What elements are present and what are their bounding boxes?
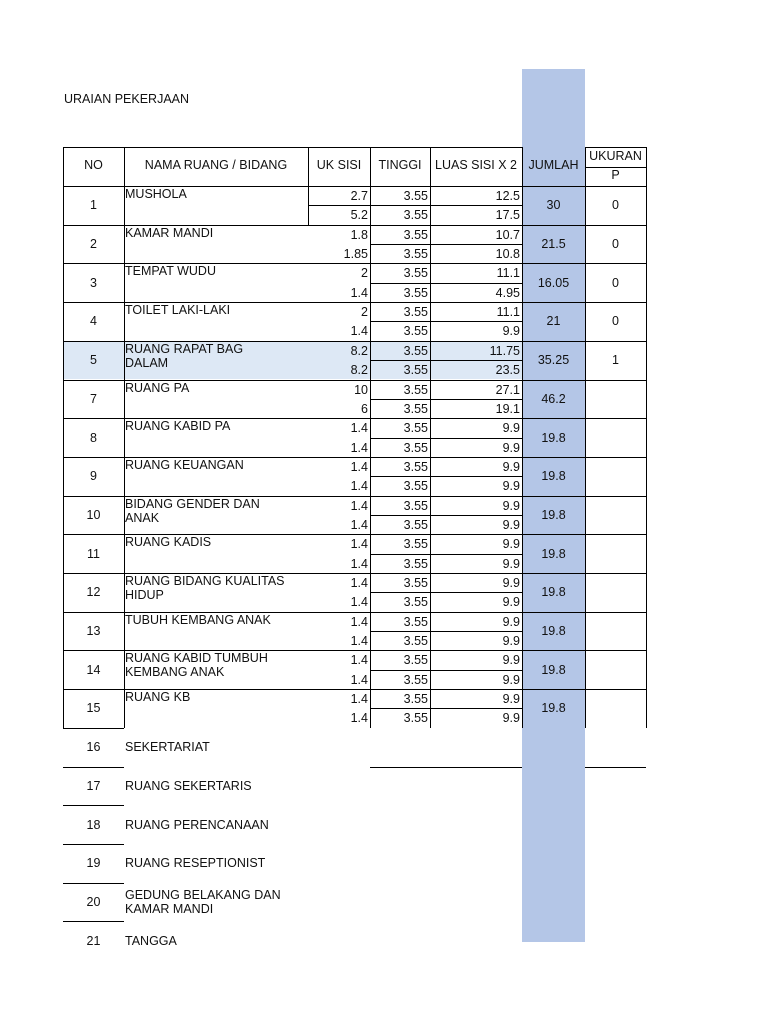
luas-value: 17.5: [495, 208, 520, 223]
tinggi-value: 3.55: [403, 517, 428, 532]
luas-value: 11.75: [489, 343, 520, 358]
table-bottom-border: [370, 767, 522, 768]
luas-value: 11.1: [496, 305, 520, 320]
header-column-divider: [63, 147, 64, 186]
ukuran-p-value: 0: [612, 198, 619, 213]
sub-row-divider: [370, 708, 522, 709]
row-number: 13: [86, 624, 101, 639]
column-divider: [63, 534, 64, 573]
column-divider: [370, 225, 371, 264]
row-divider: [63, 263, 646, 264]
column-divider: [430, 341, 431, 380]
header-top-border: [585, 147, 646, 148]
uk-sisi-value: 1.4: [350, 634, 368, 649]
column-divider: [124, 496, 125, 535]
sub-row-divider: [370, 515, 522, 516]
uk-sisi-value: 1.8: [350, 227, 368, 242]
tinggi-value: 3.55: [403, 711, 428, 726]
luas-value: 9.9: [502, 440, 520, 455]
row-number: 2: [90, 237, 97, 252]
column-divider: [522, 302, 523, 341]
ukuran-p-value: 0: [612, 314, 619, 329]
row-name: TANGGA: [125, 933, 177, 948]
sub-row-divider: [370, 321, 522, 322]
column-divider: [124, 689, 125, 728]
row-divider: [63, 186, 646, 187]
column-divider: [646, 418, 647, 457]
luas-value: 9.9: [502, 556, 520, 571]
luas-value: 27.1: [495, 382, 520, 397]
column-divider: [585, 380, 586, 419]
row-name: RUANG KABID PA: [125, 419, 231, 434]
row-name: RUANG RESEPTIONIST: [125, 856, 266, 871]
sub-row-divider: [308, 205, 370, 206]
tinggi-value: 3.55: [403, 576, 428, 590]
column-divider: [646, 534, 647, 573]
column-divider: [63, 341, 64, 380]
column-divider: [370, 186, 371, 225]
header-tinggi: TINGGI: [378, 158, 422, 172]
uk-sisi-value: 1.4: [350, 459, 368, 474]
row-divider: [63, 534, 646, 535]
column-divider: [63, 650, 64, 689]
uk-sisi-value: 1.4: [350, 537, 368, 552]
uk-sisi-value: 1.4: [350, 576, 368, 590]
sub-row-divider: [370, 438, 522, 439]
column-divider: [522, 534, 523, 573]
row-name: TUBUH KEMBANG ANAK: [125, 612, 271, 627]
luas-value: 23.5: [495, 363, 520, 378]
column-divider: [63, 380, 64, 419]
column-divider: [585, 496, 586, 535]
luas-value: 19.1: [495, 401, 520, 416]
jumlah-value: 46.2: [541, 391, 566, 406]
tinggi-value: 3.55: [403, 363, 428, 378]
column-divider: [430, 689, 431, 728]
column-divider: [63, 689, 64, 728]
column-divider: [430, 612, 431, 651]
uk-sisi-value: 1.4: [350, 614, 368, 629]
column-divider: [646, 496, 647, 535]
header-column-divider: [370, 147, 371, 186]
uk-sisi-value: 1.4: [350, 324, 368, 339]
sub-row-divider: [370, 631, 522, 632]
header-no: NO: [84, 158, 103, 172]
row-divider: [63, 844, 124, 845]
tinggi-value: 3.55: [403, 247, 428, 262]
row-name: RUANG BIDANG KUALITAS HIDUP: [125, 574, 285, 602]
luas-value: 11.1: [496, 266, 520, 281]
column-divider: [370, 650, 371, 689]
luas-value: 9.9: [502, 595, 520, 610]
column-divider: [585, 186, 586, 225]
column-divider: [522, 457, 523, 496]
luas-value: 10.7: [495, 227, 520, 242]
tinggi-value: 3.55: [403, 285, 428, 300]
jumlah-value: 19.8: [541, 469, 566, 484]
column-divider: [585, 573, 586, 612]
tinggi-value: 3.55: [403, 382, 428, 397]
row-name: KAMAR MANDI: [125, 225, 214, 240]
ukuran-p-value: 0: [612, 237, 619, 252]
row-number: 17: [86, 778, 101, 793]
column-divider: [522, 341, 523, 380]
column-divider: [585, 225, 586, 264]
sub-row-divider: [370, 592, 522, 593]
uk-sisi-value: 1.4: [350, 711, 368, 726]
column-divider: [124, 418, 125, 457]
column-divider: [124, 186, 125, 225]
uk-sisi-value: 1.4: [350, 595, 368, 610]
column-divider: [370, 263, 371, 302]
uk-sisi-value: 1.4: [350, 672, 368, 687]
header-top-border: [63, 147, 522, 148]
column-divider: [124, 573, 125, 612]
row-divider: [63, 612, 646, 613]
row-divider: [63, 921, 124, 922]
column-divider: [430, 225, 431, 264]
header-luas: LUAS SISI X 2: [435, 158, 517, 172]
column-divider: [370, 341, 371, 380]
column-divider: [124, 263, 125, 302]
uk-sisi-value: 5.2: [350, 208, 368, 223]
column-divider: [522, 418, 523, 457]
row-number: 8: [90, 430, 97, 445]
ukuran-p-value: 0: [612, 275, 619, 290]
luas-value: 9.9: [502, 653, 520, 668]
column-divider: [63, 225, 64, 264]
column-divider: [522, 496, 523, 535]
sub-row-divider: [370, 205, 522, 206]
column-divider: [63, 496, 64, 535]
column-divider: [585, 534, 586, 573]
jumlah-value: 19.8: [541, 701, 566, 716]
row-divider: [63, 728, 124, 729]
column-divider: [646, 341, 647, 380]
row-divider: [63, 380, 646, 381]
uk-sisi-value: 1.85: [343, 247, 368, 262]
tinggi-value: 3.55: [403, 421, 428, 436]
column-divider: [63, 418, 64, 457]
column-divider: [430, 573, 431, 612]
column-divider: [646, 225, 647, 264]
jumlah-value: 21.5: [541, 237, 566, 252]
jumlah-value: 30: [546, 198, 561, 213]
column-divider: [430, 457, 431, 496]
column-divider: [646, 380, 647, 419]
row-name: GEDUNG BELAKANG DAN KAMAR MANDI: [125, 887, 281, 916]
column-divider: [646, 689, 647, 728]
luas-value: 9.9: [502, 537, 520, 552]
header-uk-sisi: UK SISI: [316, 158, 362, 172]
column-divider: [646, 186, 647, 225]
column-divider: [430, 263, 431, 302]
column-divider: [63, 612, 64, 651]
header-column-divider: [308, 147, 309, 186]
uk-sisi-value: 2: [361, 305, 368, 320]
tinggi-value: 3.55: [403, 479, 428, 494]
row-name: RUANG KABID TUMBUH KEMBANG ANAK: [125, 651, 268, 680]
tinggi-value: 3.55: [403, 324, 428, 339]
sub-row-divider: [370, 283, 522, 284]
luas-value: 9.9: [502, 459, 520, 474]
tinggi-value: 3.55: [403, 459, 428, 474]
column-divider: [124, 225, 125, 264]
column-divider: [370, 689, 371, 728]
column-divider: [430, 186, 431, 225]
column-divider: [585, 457, 586, 496]
header-column-divider: [430, 147, 431, 186]
row-divider: [63, 573, 646, 574]
column-divider: [646, 573, 647, 612]
row-divider: [63, 225, 646, 226]
header-nama: NAMA RUANG / BIDANG: [144, 158, 288, 172]
header-subdivider: [585, 167, 646, 168]
row-number: 7: [90, 391, 97, 406]
row-divider: [63, 341, 646, 342]
uk-sisi-value: 1.4: [350, 479, 368, 494]
tinggi-value: 3.55: [403, 305, 428, 320]
row-number: 10: [86, 507, 101, 522]
luas-value: 9.9: [502, 517, 520, 532]
row-number: 16: [86, 740, 101, 755]
jumlah-value: 19.8: [541, 624, 566, 639]
column-divider: [124, 341, 125, 380]
row-divider: [63, 805, 124, 806]
column-divider: [430, 302, 431, 341]
row-divider: [63, 496, 646, 497]
row-name: RUANG RAPAT BAG DALAM: [125, 341, 244, 370]
column-divider: [585, 263, 586, 302]
column-divider: [124, 457, 125, 496]
column-divider: [646, 650, 647, 689]
jumlah-value: 19.8: [541, 507, 566, 522]
column-divider: [585, 689, 586, 728]
column-divider: [63, 573, 64, 612]
row-name: RUANG KADIS: [125, 535, 212, 550]
column-divider: [585, 341, 586, 380]
column-divider: [370, 534, 371, 573]
column-divider: [430, 380, 431, 419]
row-name: RUANG KEUANGAN: [125, 457, 244, 472]
column-divider: [370, 457, 371, 496]
column-divider: [646, 457, 647, 496]
row-divider: [63, 689, 646, 690]
row-name: RUANG PA: [125, 380, 190, 395]
column-divider: [585, 302, 586, 341]
column-divider: [63, 302, 64, 341]
tinggi-value: 3.55: [403, 189, 428, 203]
column-divider: [370, 418, 371, 457]
tinggi-value: 3.55: [403, 401, 428, 416]
column-divider: [63, 457, 64, 496]
row-number: 12: [86, 585, 101, 600]
column-divider: [585, 650, 586, 689]
column-divider: [585, 418, 586, 457]
header-ukuran: UKURAN: [589, 149, 642, 163]
tinggi-value: 3.55: [403, 208, 428, 223]
row-number: 11: [87, 546, 100, 561]
luas-value: 10.8: [495, 247, 520, 262]
row-name: RUANG PERENCANAAN: [125, 817, 269, 832]
tinggi-value: 3.55: [403, 556, 428, 571]
column-divider: [430, 534, 431, 573]
column-divider: [522, 650, 523, 689]
row-number: 18: [86, 817, 101, 832]
row-name: SEKERTARIAT: [125, 740, 210, 755]
sub-row-divider: [370, 670, 522, 671]
tinggi-value: 3.55: [403, 440, 428, 455]
luas-value: 9.9: [502, 614, 520, 629]
column-divider: [522, 186, 523, 225]
uk-sisi-value: 2.7: [350, 189, 368, 203]
row-number: 15: [86, 701, 101, 716]
column-divider: [308, 186, 309, 225]
jumlah-value: 21: [546, 314, 561, 329]
column-divider: [522, 573, 523, 612]
luas-value: 9.9: [502, 498, 520, 513]
column-divider: [124, 612, 125, 651]
luas-value: 9.9: [502, 421, 520, 436]
sub-row-divider: [370, 476, 522, 477]
column-divider: [370, 496, 371, 535]
row-divider: [63, 650, 646, 651]
column-divider: [646, 263, 647, 302]
column-divider: [124, 380, 125, 419]
row-divider: [63, 302, 646, 303]
row-number: 5: [90, 353, 97, 368]
column-divider: [370, 380, 371, 419]
header-p: P: [611, 168, 620, 182]
column-divider: [430, 418, 431, 457]
row-name: RUANG KB: [125, 690, 191, 705]
row-number: 20: [86, 894, 101, 909]
uk-sisi-value: 6: [361, 401, 368, 416]
uk-sisi-value: 1.4: [350, 556, 368, 571]
row-number: 9: [90, 469, 97, 484]
uk-sisi-value: 1.4: [350, 285, 368, 300]
luas-value: 9.9: [502, 711, 520, 726]
tinggi-value: 3.55: [403, 692, 428, 707]
table-bottom-border: [585, 767, 646, 768]
jumlah-value: 19.8: [541, 662, 566, 677]
sub-row-divider: [370, 360, 522, 361]
column-divider: [430, 650, 431, 689]
jumlah-value: 19.8: [541, 585, 566, 600]
uk-sisi-value: 1.4: [350, 692, 368, 707]
row-number: 21: [86, 933, 101, 948]
tinggi-value: 3.55: [403, 614, 428, 629]
uk-sisi-value: 8.2: [350, 343, 368, 358]
header-column-divider: [124, 147, 125, 186]
row-name: MUSHOLA: [125, 187, 187, 201]
column-divider: [430, 496, 431, 535]
tinggi-value: 3.55: [403, 227, 428, 242]
row-name: BIDANG GENDER DAN ANAK: [125, 496, 260, 525]
page-title: URAIAN PEKERJAAN: [64, 92, 190, 106]
jumlah-value: 19.8: [541, 430, 566, 445]
luas-value: 9.9: [502, 672, 520, 687]
tinggi-value: 3.55: [403, 595, 428, 610]
luas-value: 9.9: [502, 634, 520, 649]
column-divider: [370, 573, 371, 612]
tinggi-value: 3.55: [403, 672, 428, 687]
header-column-divider: [522, 147, 523, 186]
luas-value: 12.5: [495, 189, 520, 203]
row-divider: [63, 418, 646, 419]
row-number: 4: [90, 314, 97, 329]
sub-row-divider: [370, 244, 522, 245]
column-divider: [124, 650, 125, 689]
column-divider: [522, 612, 523, 651]
uk-sisi-value: 10: [354, 382, 368, 397]
tinggi-value: 3.55: [403, 634, 428, 649]
column-divider: [522, 225, 523, 264]
column-divider: [63, 263, 64, 302]
luas-value: 9.9: [502, 324, 520, 339]
uk-sisi-value: 1.4: [350, 653, 368, 668]
row-number: 14: [86, 662, 101, 677]
tinggi-value: 3.55: [403, 653, 428, 668]
sub-row-divider: [370, 554, 522, 555]
row-divider: [63, 457, 646, 458]
header-jumlah: JUMLAH: [528, 158, 579, 172]
column-divider: [370, 612, 371, 651]
tinggi-value: 3.55: [403, 266, 428, 281]
row-number: 3: [90, 275, 97, 290]
jumlah-value: 16.05: [537, 275, 570, 290]
row-number: 19: [86, 856, 101, 871]
ukuran-p-value: 1: [612, 353, 619, 368]
column-divider: [646, 302, 647, 341]
column-divider: [522, 689, 523, 728]
uk-sisi-value: 1.4: [350, 440, 368, 455]
column-divider: [124, 302, 125, 341]
row-divider: [63, 767, 124, 768]
uk-sisi-value: 8.2: [350, 363, 368, 378]
header-column-divider: [585, 147, 586, 186]
row-number: 1: [90, 198, 97, 213]
uk-sisi-value: 1.4: [350, 517, 368, 532]
luas-value: 9.9: [502, 576, 520, 590]
column-divider: [646, 612, 647, 651]
jumlah-value: 19.8: [541, 546, 566, 561]
luas-value: 9.9: [502, 692, 520, 707]
column-divider: [522, 380, 523, 419]
uk-sisi-value: 1.4: [350, 421, 368, 436]
tinggi-value: 3.55: [403, 343, 428, 358]
row-name: TOILET LAKI-LAKI: [125, 303, 231, 318]
row-divider: [63, 883, 124, 884]
header-column-divider: [646, 147, 647, 186]
sub-row-divider: [370, 399, 522, 400]
luas-value: 9.9: [502, 479, 520, 494]
column-divider: [63, 186, 64, 225]
jumlah-value: 35.25: [537, 353, 570, 368]
column-divider: [124, 534, 125, 573]
row-name: TEMPAT WUDU: [125, 264, 216, 279]
column-divider: [585, 612, 586, 651]
uk-sisi-value: 2: [361, 266, 368, 281]
tinggi-value: 3.55: [403, 537, 428, 552]
luas-value: 4.95: [495, 285, 520, 300]
row-name: RUANG SEKERTARIS: [125, 778, 252, 793]
tinggi-value: 3.55: [403, 498, 428, 513]
column-divider: [522, 263, 523, 302]
column-divider: [370, 302, 371, 341]
uk-sisi-value: 1.4: [350, 498, 368, 513]
